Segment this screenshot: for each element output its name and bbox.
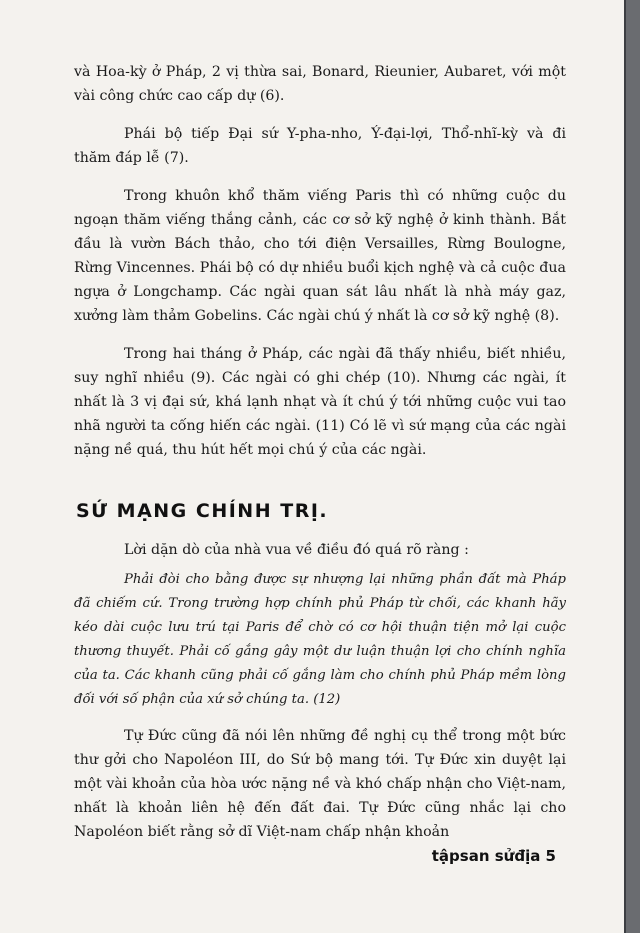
paragraph-king-instructions: Lời dặn dò của nhà vua về điều đó quá rõ ràng : <box>124 542 469 558</box>
quote-block: Phải đòi cho bằng được sự nhượng lại những phần đất mà Pháp đã chiếm cứ. Trong trường hợp chính phủ Pháp từ chối, các khanh hãy kéo dài cuộc lưu trú tại Paris để chờ có cơ hội thuận tiện mở lại cuộc thương thuyết. Phải cố gắng gây một dư luận thuận lợi cho chính nghĩa của ta. Các khanh cũng phải cố gắng làm cho chính phủ Pháp mềm lòng đối với số phận của xứ sở chúng ta. (12) <box>74 572 566 707</box>
paragraph-two-months: Trong hai tháng ở Pháp, các ngài đã thấy nhiều, biết nhiều, suy nghĩ nhiều (9). Các ngài có ghi chép (10). Nhưng các ngài, ít nhất là 3 vị đại sứ, khá lạnh nhạt và ít chú ý tới những cuộc vui tao nhã người ta cống hiến các ngài. (11) Có lẽ vì sứ mạng của các ngài nặng nề quá, thu hút hết mọi chú ý của các ngài. <box>74 346 566 458</box>
paragraph-continuation: và Hoa-kỳ ở Pháp, 2 vị thừa sai, Bonard, Rieunier, Aubaret, với một vài công chức cao cấp dự (6). <box>74 64 566 104</box>
paragraph-tu-duc-letter: Tự Đức cũng đã nói lên những đề nghị cụ thể trong một bức thư gởi cho Napoléon III, do Sứ bộ mang tới. Tự Đức xin duyệt lại một vài khoản của hòa ước nặng nề và khó chấp nhận cho Việt-nam, nhất là khoản liên hệ đến đất đai. Tự Đức cũng nhắc lại cho Napoléon biết rằng sở dĩ Việt-nam chấp nhận khoản <box>74 728 566 840</box>
text-block-lower <box>74 538 566 844</box>
section-heading: SỨ MẠNG CHÍNH TRỊ. <box>76 500 329 522</box>
page-footer: tậpsan sửđịa 5 <box>431 847 556 865</box>
paragraph-embassy-visits: Phái bộ tiếp Đại sứ Y-pha-nho, Ý-đại-lợi, Thổ-nhĩ-kỳ và đi thăm đáp lễ (7). <box>74 126 566 166</box>
text-block-upper <box>74 60 566 462</box>
paragraph-paris-tours: Trong khuôn khổ thăm viếng Paris thì có những cuộc du ngoạn thăm viếng thắng cảnh, các cơ sở kỹ nghệ ở kinh thành. Bắt đầu là vườn Bách thảo, cho tới điện Versailles, Rừng Boulogne, Rừng Vincennes. Phái bộ có dự nhiều buổi kịch nghệ và cả cuộc đua ngựa ở Longchamp. Các ngài quan sát lâu nhất là nhà máy gaz, xưởng làm thảm Gobelins. Các ngài chú ý nhất là cơ sở kỹ nghệ (8). <box>74 188 566 324</box>
